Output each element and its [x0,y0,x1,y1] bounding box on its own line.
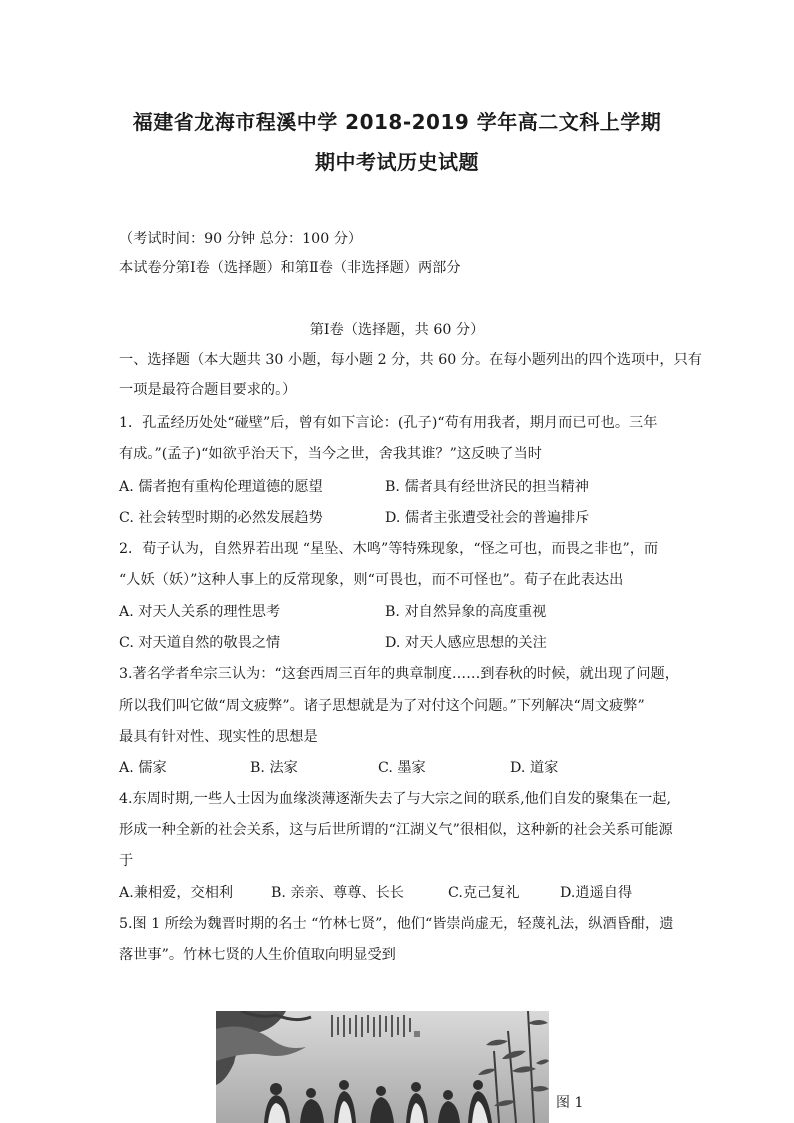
q2-stem-line-1: 2．荀子认为，自然界若出现 “星坠、木鸣”等特殊现象，“怪之可也，而畏之非也”，而 [119,541,659,557]
exam-time-total: （考试时间：90 分钟 总分：100 分） [119,231,363,247]
q3-option-b: B. 法家 [250,760,298,776]
title-line-2: 期中考试历史试题 [315,150,479,174]
q4-option-a: A.兼相爱，交相利 [119,885,234,901]
q4-option-b: B. 亲亲、尊尊、长长 [271,885,404,901]
q1-option-a: A. 儒者抱有重构伦理道德的愿望 [119,479,323,495]
q4-option-c: C.克己复礼 [448,885,520,901]
q4-option-d: D.逍遥自得 [560,885,633,901]
q4-stem-line-2: 形成一种全新的社会关系，这与后世所谓的“江湖义气”很相似，这种新的社会关系可能源 [119,822,673,838]
section-heading: 第Ⅰ卷（选择题，共 60 分） [309,322,485,338]
q1-option-c: C. 社会转型时期的必然发展趋势 [119,510,323,526]
q5-stem-line-2: 落世事”。竹林七贤的人生价值取向明显受到 [119,947,396,963]
title-line-1: 福建省龙海市程溪中学 2018-2019 学年高二文科上学期 [132,110,662,134]
q4-stem-line-1: 4.东周时期,一些人士因为血缘淡薄逐渐失去了与大宗之间的联系,他们自发的聚集在一起, [119,791,672,807]
q3-option-c: C. 墨家 [378,760,426,776]
q5-stem-line-1: 5.图 1 所绘为魏晋时期的名士 “竹林七贤”，他们“皆崇尚虚无，轻蔑礼法，纵酒昏酣，遗 [119,916,674,932]
q3-stem-line-1: 3.著名学者牟宗三认为：“这套西周三百年的典章制度……到春秋的时候，就出现了问题， [119,666,679,682]
q3-option-d: D. 道家 [510,760,559,776]
q1-option-b: B. 儒者具有经世济民的担当精神 [385,479,589,495]
q2-stem-line-2: “人妖（妖）”这种人事上的反常现象，则“可畏也，而不可怪也”。荀子在此表达出 [119,572,624,588]
q1-option-d: D. 儒者主张遭受社会的普遍排斥 [385,510,590,526]
q2-option-d: D. 对天人感应思想的关注 [385,635,547,651]
q2-option-c: C. 对天道自然的敬畏之情 [119,635,281,651]
painting-illustration [216,1011,549,1123]
q3-stem-line-3: 最具有针对性、现实性的思想是 [119,729,318,745]
q1-stem-line-1: 1．孔孟经历处处“碰壁”后，曾有如下言论：(孔子)“苟有用我者，期月而已可也。三年 [119,415,658,431]
q3-option-a: A. 儒家 [119,760,167,776]
q3-stem-line-2: 所以我们叫它做“周文疲弊”。诸子思想就是为了对付这个问题。”下列解决“周文疲弊” [119,698,645,714]
exam-structure: 本试卷分第Ⅰ卷（选择题）和第Ⅱ卷（非选择题）两部分 [119,260,461,276]
instructions-line-1: 一、选择题（本大题共 30 小题，每小题 2 分，共 60 分。在每小题列出的四个选项中，只有 [119,352,702,368]
q4-stem-line-3: 于 [119,853,134,869]
q2-option-b: B. 对自然异象的高度重视 [385,604,547,620]
figure-1-label: 图 1 [556,1095,584,1111]
q2-option-a: A. 对天人关系的理性思考 [119,604,281,620]
bamboo-grove-painting [216,1011,549,1123]
instructions-line-2: 一项是最符合题目要求的。） [119,382,297,398]
q1-stem-line-2: 有成。”(孟子)“如欲乎治天下，当今之世，舍我其谁？”这反映了当时 [119,446,542,462]
